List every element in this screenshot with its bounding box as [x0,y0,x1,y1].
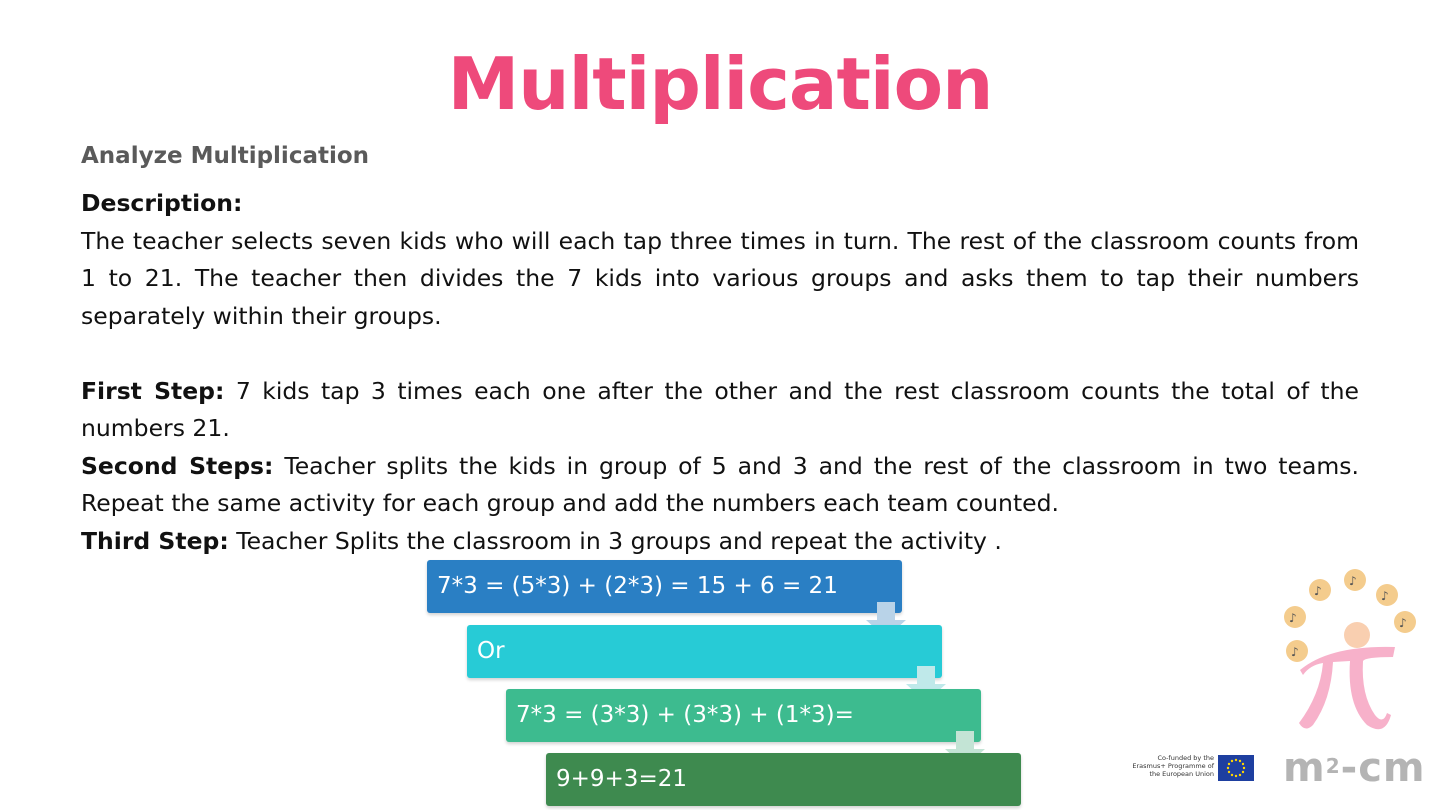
svg-text:♪: ♪ [1291,645,1299,659]
process-step-4: 9+9+3=21 [546,753,1021,806]
page-title: Multiplication [447,42,993,126]
process-step-3: 7*3 = (3*3) + (3*3) + (1*3)= [506,689,981,742]
pi-music-logo [1275,565,1425,745]
process-step-2: Or [467,625,942,678]
step-third [81,523,1359,561]
svg-text:♪: ♪ [1289,611,1297,625]
svg-text:♪: ♪ [1399,616,1407,630]
svg-text:♪: ♪ [1349,574,1357,588]
step-first-text: 7 kids tap 3 times each one after the other and the rest classroom counts the total of the numbers 21. [81,376,1359,442]
page-subtitle: Analyze Multiplication [81,143,370,169]
step-second [81,448,1359,523]
description-text: The teacher selects seven kids who will each tap three times in turn. The rest of the classroom counts from 1 to 21. The teacher then divides the 7 kids into various groups and asks them to tap their numbers separately within their groups. [81,226,1359,330]
step-third-text: Teacher Splits the classroom in 3 groups and repeat the activity . [228,526,1002,555]
description-heading: Description: [81,189,243,217]
eu-funding-badge [1130,752,1260,786]
step-second-text: Teacher splits the kids in group of 5 and 3 and the rest of the classroom in two teams. Repeat the same activity for each group and add the numbers each team counted. [81,451,1359,517]
eu-flag-icon [1218,755,1254,781]
step-first-label: First Step: [81,376,225,405]
music-note-icon [1284,569,1416,662]
step-second-label: Second Steps: [81,451,274,480]
m2cm-logo: $m^2-cm$ [1283,745,1426,791]
svg-text:♪: ♪ [1314,584,1322,598]
eu-funding-text: Co-funded by the Erasmus+ Programme of the European Union [1132,754,1214,778]
process-step-1: 7*3 = (5*3) + (2*3) = 15 + 6 = 21 [427,560,902,613]
svg-text:♪: ♪ [1381,589,1389,603]
step-first [81,373,1359,448]
description-section [81,185,1359,560]
spacer [81,335,1359,373]
step-third-label: Third Step: [81,526,229,555]
